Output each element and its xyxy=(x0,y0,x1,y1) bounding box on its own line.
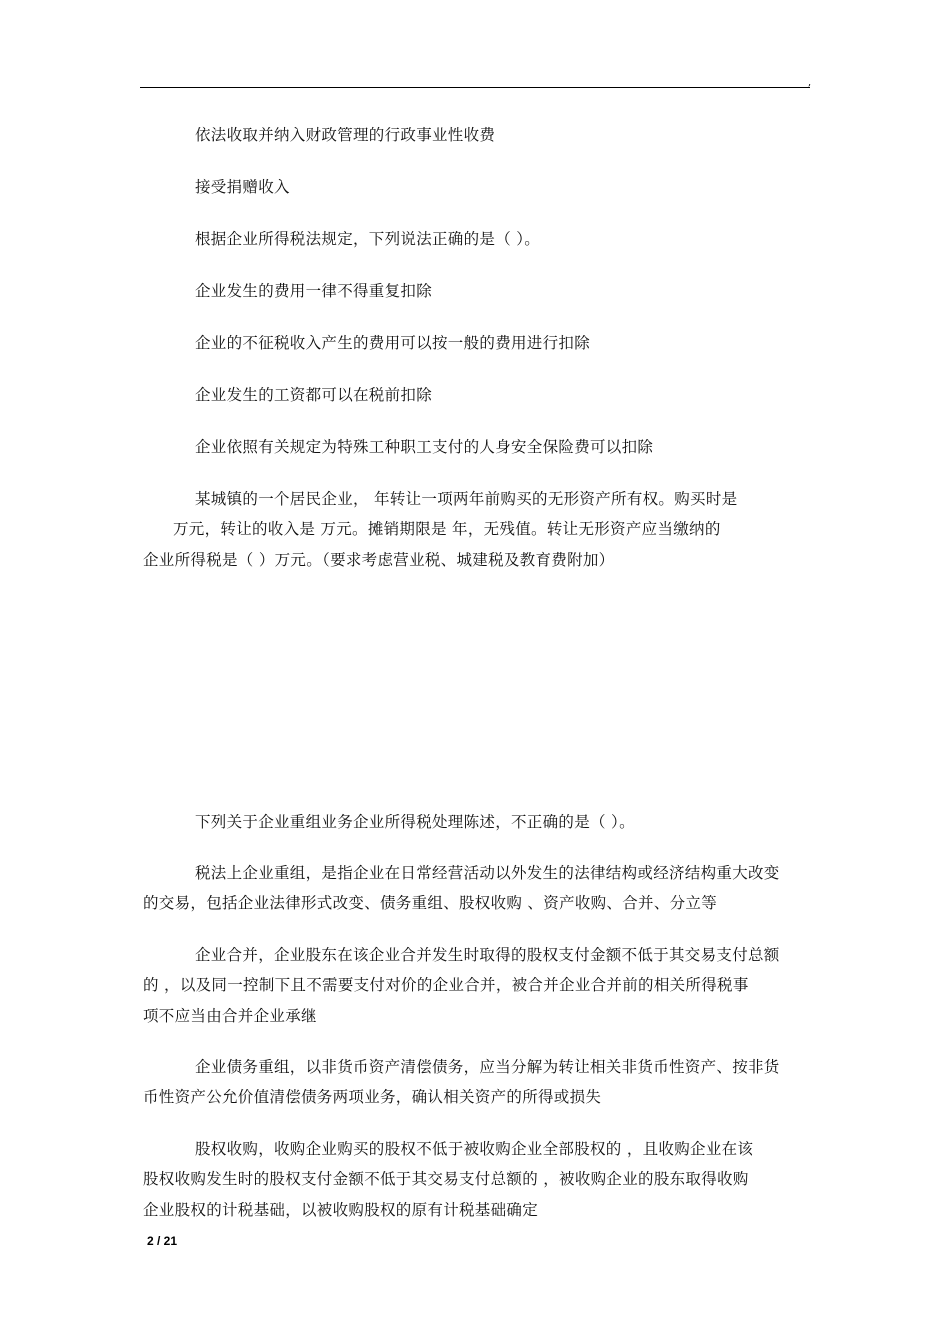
option-line: 企业的不征税收入产生的费用可以按一般的费用进行扣除 xyxy=(195,334,591,352)
question-line: 根据企业所得税法规定，下列说法正确的是（ ）。 xyxy=(195,230,541,248)
option-line: 的 ，以及同一控制下且不需要支付对价的企业合并，被合并企业合并前的相关所得税事 xyxy=(143,976,749,994)
question-line: 某城镇的一个居民企业， 年转让一项两年前购买的无形资产所有权。购买时是 xyxy=(195,490,738,508)
question-line: 企业所得税是（ ）万元。（要求考虑营业税、城建税及教育费附加） xyxy=(143,551,615,569)
option-line: 企业依照有关规定为特殊工种职工支付的人身安全保险费可以扣除 xyxy=(195,438,654,456)
page-number: 2 / 21 xyxy=(147,1234,178,1248)
option-line: 依法收取并纳入财政管理的行政事业性收费 xyxy=(195,126,496,144)
option-line: 接受捐赠收入 xyxy=(195,178,290,196)
option-line: 股权收购发生时的股权支付金额不低于其交易支付总额的 ，被收购企业的股东取得收购 xyxy=(143,1170,749,1188)
question-line: 万元，转让的收入是 万元。摊销期限是 年，无残值。转让无形资产应当缴纳的 xyxy=(173,520,721,538)
header-mark: , xyxy=(808,77,812,88)
option-line: 币性资产公允价值清偿债务两项业务，确认相关资产的所得或损失 xyxy=(143,1088,602,1106)
option-line: 税法上企业重组，是指企业在日常经营活动以外发生的法律结构或经济结构重大改变 xyxy=(195,864,780,882)
option-line: 企业发生的工资都可以在税前扣除 xyxy=(195,386,433,404)
option-line: 企业债务重组，以非货币资产清偿债务，应当分解为转让相关非货币性资产、按非货 xyxy=(195,1058,780,1076)
option-line: 企业股权的计税基础，以被收购股权的原有计税基础确定 xyxy=(143,1201,539,1219)
option-line: 的交易，包括企业法律形式改变、债务重组、股权收购 、资产收购、合并、分立等 xyxy=(143,894,718,912)
option-line: 企业发生的费用一律不得重复扣除 xyxy=(195,282,433,300)
option-line: 项不应当由合并企业承继 xyxy=(143,1007,317,1025)
header-rule xyxy=(140,87,810,88)
option-line: 企业合并，企业股东在该企业合并发生时取得的股权支付金额不低于其交易支付总额 xyxy=(195,946,780,964)
question-line: 下列关于企业重组业务企业所得税处理陈述，不正确的是（ ）。 xyxy=(195,813,635,831)
option-line: 股权收购，收购企业购买的股权不低于被收购企业全部股权的 ，且收购企业在该 xyxy=(195,1140,754,1158)
